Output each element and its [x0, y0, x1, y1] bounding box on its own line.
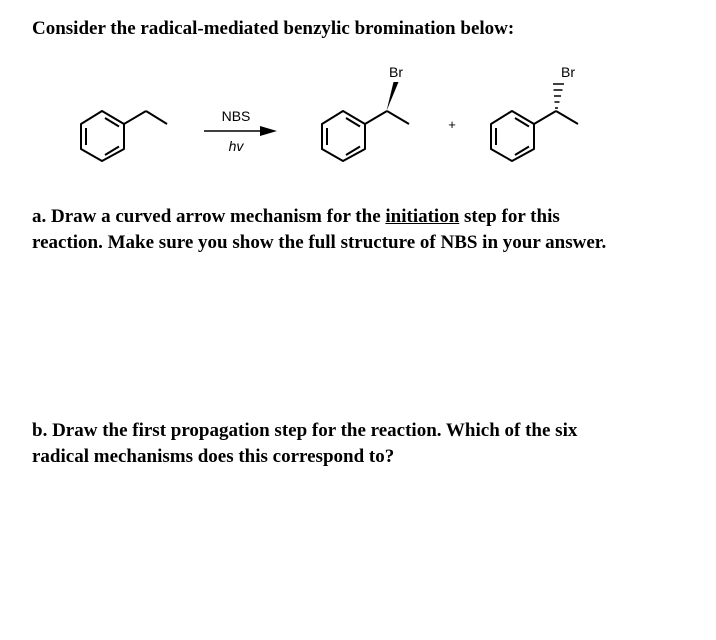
product-1-br: Br — [389, 64, 403, 80]
initiation-term: initiation — [385, 206, 460, 227]
part-b-line-2: radical mechanisms does this correspond to? — [32, 446, 395, 467]
product-2 — [491, 111, 578, 161]
question-part-b — [32, 418, 577, 470]
plus-sign: + — [448, 117, 456, 132]
reagent-nbs: NBS — [221, 108, 251, 124]
reagent-hv: hv — [228, 138, 244, 154]
hashed-bond — [553, 84, 564, 108]
part-a-line-2: reaction. Make sure you show the full structure of NBS in your answer. — [32, 232, 607, 253]
question-part-a — [32, 204, 606, 256]
part-b-line-1: b. Draw the first propagation step for the reaction. Which of the six — [32, 420, 578, 441]
intro-text: Consider the radical-mediated benzylic bromination below: — [32, 18, 515, 39]
part-a-line-1 — [32, 204, 606, 230]
part-a-line-1-prefix: a. Draw a curved arrow mechanism for the — [32, 206, 386, 227]
wedge-bond — [387, 82, 399, 111]
starting-material-ethylbenzene — [81, 111, 167, 161]
reaction-arrow — [204, 126, 277, 136]
reaction-scheme — [0, 0, 716, 200]
part-a-line-1-suffix: step for this — [459, 206, 560, 227]
product-2-br: Br — [561, 64, 575, 80]
product-1 — [322, 111, 409, 161]
